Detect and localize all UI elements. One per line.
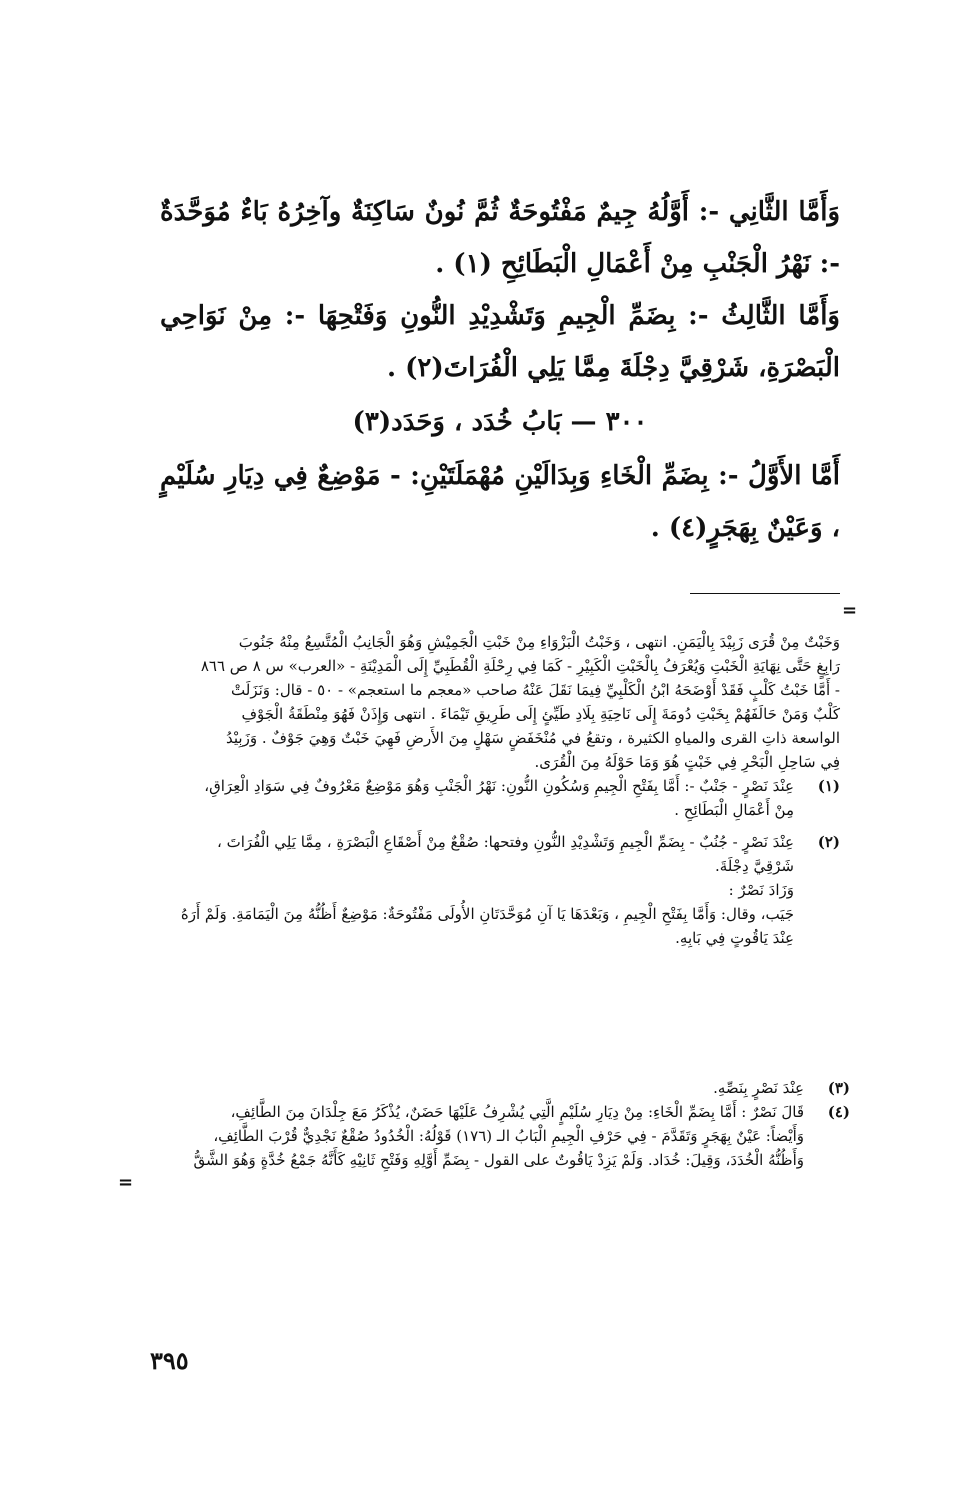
footnote-line: عِنْدَ يَاقُوتٍ فِي بَابِهِ.: [675, 929, 794, 947]
footnote-line: مِنْ أَعْمَالِ الْبَطَائِحِ .: [674, 801, 794, 819]
footnote-number: (٤): [827, 1103, 850, 1121]
footnote-continued-line: وَخَبْتٌ مِنْ قُرَى زَبِيْدَ بِالْيَمَنِ. انتهى ، وَخَبْتُ الْبَزْوَاءِ مِنْ خَبْتِ الْجَمِيْشِ وَهُوَ الْجَانِبُ الْمُتَّسِعُ مِنْهُ جَنُوبَ: [238, 633, 840, 651]
page-number: ٣٩٥: [150, 1346, 189, 1375]
footnote-number: (٣): [827, 1079, 850, 1097]
footnote-separator-rule: [690, 593, 840, 594]
footnote-2: [160, 830, 840, 950]
footnote-number: (٢): [817, 833, 840, 851]
footnote-1: [160, 774, 840, 822]
footnote-continued-line: رَابِغٍ حَتَّى نِهَايَةِ الْخَبْتِ وَيُعْرَفُ بِالْخَبْتِ الْكَبِيْرِ - كَمَا فِي رِحْلَةِ الْقُطَبِيِّ إِلَى الْمَدِيْنَةِ - «العرب» س ٨ ص ٨٦٦: [200, 657, 840, 675]
footnote-continued-line: الواسعة ذاتِ القرى والمياهِ الكثيرة ، وتقعُ في مُنْخَفَضٍ سَهْلٍ مِنَ الأَرضِ فَهِيَ خَبْتٌ وَهِيَ جَوْفٌ . وَزَبِيْدُ: [226, 729, 840, 747]
paragraph-third-entry: وَأَمَّا الثَّالِثُ -: بِضَمِّ الْجِيمِ وَتَشْدِيْدِ النُّونِ وَفَتْحِهَا -: مِنْ نَوَاحِي الْبَصْرَةِ، شَرْقِيَّ دِجْلَةَ مِمَّا يَلِي الْفُرَاتَ(٢) .: [160, 301, 840, 383]
footnote-line: عِنْدَ نَصْرٍ - جُنُبٌ - بِضَمِّ الْجِيمِ وَتَشْدِيْدِ النُّونِ وفتحها: صُقْعٌ مِنْ أَصْقَاعِ الْبَصْرَةِ ، مِمَّا يَلِي الْفُرَاتَ ،: [217, 833, 794, 851]
footnote-line: وَأَيْضاً: عَيْنٌ بِهَجَرٍ وَتَقَدَّمَ - فِي حَرْفِ الْجِيمِ الْبَابُ الـ (١٧٦) قَوْلُهُ: الْخُدُودُ صُقْعٌ نَجْدِيٌّ قُرْبَ الطَّائِفِ،: [213, 1127, 804, 1145]
footnote-line: عِنْدَ نَصْرٍ بِنَصِّهِ.: [713, 1079, 804, 1097]
footnote-continued-line: كَلْبٌ وَمَنْ حَالَفَهُمْ بِخَبْتِ دُومَةَ إِلَى نَاحِيَةِ بِلَادِ طَيِّئٍ إِلَى طَرِيقِ تَيْمَاءَ . انتهى وَإِذَنْ فَهُوَ مِنْطَقَةُ الْجَوْفِ: [241, 705, 840, 723]
chapter-heading: ٣٠٠ — بَابُ خُدَد ، وَحَدَد(٣): [352, 407, 648, 437]
footnote-line: وَأَظُنُّهُ الْخُدَدَ، وَقِيلَ: خُدَاد. وَلَمْ يَزِدْ يَاقُوتٌ على القول - بِضَمِّ أَوَّلِهِ وَفَتْحِ ثَانِيْهِ كَأَنَّهُ جَمْعُ خُدَّةٍ وَهُوَ الشَّقُّ: [193, 1151, 804, 1169]
footnote-line: قَالَ نَصْرٌ : أَمَّا بِضَمِّ الْخَاءِ: مِنْ دِيَارِ سُلَيْمٍ الَّتِي يُشْرِفُ عَلَيْهَا حَضَنٌ، يُذْكَرُ مَعَ جِلْدَانَ مِنَ الطَّائِفِ،: [230, 1103, 804, 1121]
paragraph-second-entry: وَأَمَّا الثَّانِي -: أَوَّلُهُ جِيمٌ مَفْتُوحَةٌ ثُمَّ نُونٌ سَاكِنَةٌ وآخِرُهُ بَاءٌ مُوَحَّدَةٌ -: نَهْرُ الْجَنْبِ مِنْ أَعْمَالِ الْبَطَائِحِ (١) .: [160, 197, 840, 279]
footnotes-top: [160, 630, 840, 950]
continuation-mark-bottom: =: [118, 1172, 134, 1193]
continuation-mark: =: [842, 600, 858, 621]
footnote-3: [160, 1076, 850, 1100]
footnotes-bottom: [160, 1076, 850, 1172]
footnote-line: شَرْقِيَّ دِجْلَةَ.: [714, 857, 794, 875]
footnote-line: وَزَادَ نَصْرٌ :: [728, 881, 794, 899]
footnote-line: عِنْدَ نَصْرٍ - جَنْبٌ -: أَمَّا بِفَتْحِ الْجِيمِ وَسُكُونِ النُّونِ: نَهْرُ الْجَنْبِ وَهُوَ مَوْضِعٌ مَعْرُوفٌ فِي سَوَادِ الْعِرَاقِ،: [204, 777, 794, 795]
footnote-continued-line: فِي سَاحِلِ الْبَحْرِ فِي خَبْتٍ هُوَ وَمَا حَوْلَهُ مِنَ الْقُرَى.: [534, 753, 840, 771]
paragraph-first-entry: أَمَّا الأَوَّلُ -: بِضَمِّ الْخَاءِ وَبِدَالَيْنِ مُهْمَلَتَيْنِ: - مَوْضِعٌ فِي دِيَارِ سُلَيْمٍ ، وَعَيْنٌ بِهَجَرٍ(٤) .: [160, 461, 840, 543]
footnote-continued-line: - أَمَّا خَبْتُ كَلْبٍ فَقَدْ أَوْضَحَهُ ابْنُ الْكَلْبِيِّ فِيمَا نَقَلَ عَنْهُ صاحب «معجم ما استعجم» - ٥٠ - قال: وَنَزَلَتْ: [231, 681, 840, 699]
footnote-4: [160, 1100, 850, 1172]
footnote-number: (١): [817, 777, 840, 795]
main-text: [160, 186, 840, 554]
footnote-line: جَيَب، وقال: وَأَمَّا بِفَتْحِ الْجِيمِ ، وَبَعْدَهَا يَا آنِ مُوَحَّدَتَانِ الأُولَى مَفْتُوحَةٌ: مَوْضِعٌ أَظُنُّهُ مِنَ الْيَمَامَةِ. وَلَمْ أَرَهُ: [180, 905, 794, 923]
